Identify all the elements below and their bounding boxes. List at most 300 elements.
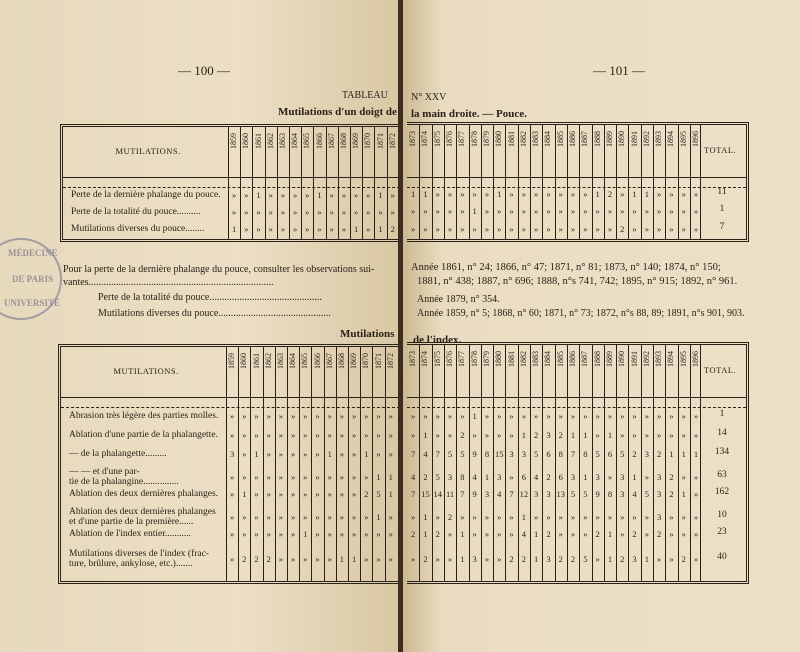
table-cell: » xyxy=(317,224,322,234)
table-cell: » xyxy=(411,224,416,234)
year-label: 1874 xyxy=(420,351,430,367)
table-cell: 7 xyxy=(411,489,416,499)
table-cell: » xyxy=(509,189,514,199)
table1-title-left: TABLEAU xyxy=(342,90,388,101)
table-cell: » xyxy=(447,189,453,199)
table-cell: 3 xyxy=(484,489,490,499)
year-column-rule xyxy=(287,347,288,581)
table-cell: 3 xyxy=(546,430,551,440)
table-cell: 2 xyxy=(546,472,551,482)
table-cell: » xyxy=(278,554,284,564)
year-column-rule xyxy=(324,347,325,581)
table-cell: 2 xyxy=(435,529,440,539)
year-label: 1872 xyxy=(385,353,395,369)
table-cell: » xyxy=(327,554,332,564)
table-cell: 1 xyxy=(378,190,383,200)
table-cell: » xyxy=(388,529,393,539)
table-cell: 3 xyxy=(595,472,600,482)
table-cell: » xyxy=(460,224,465,234)
table-cell: » xyxy=(229,472,235,482)
table1-title-right: N° XXV xyxy=(411,92,447,103)
table-cell: 1 xyxy=(484,472,490,482)
table-cell: 2 xyxy=(607,189,613,199)
year-label: 1894 xyxy=(666,351,676,367)
year-label: 1871 xyxy=(375,133,385,149)
table-cell: » xyxy=(364,411,369,421)
year-label: 1860 xyxy=(239,353,249,369)
header-rule-2 xyxy=(407,187,746,188)
row-total: 40 xyxy=(717,552,727,562)
table-cell: 1 xyxy=(353,224,359,234)
year-label: 1880 xyxy=(494,351,504,367)
year-label: 1891 xyxy=(629,131,639,147)
table-cell: » xyxy=(290,472,296,482)
table-cell: 1 xyxy=(317,190,322,200)
table-cell: » xyxy=(534,224,539,234)
year-label: 1869 xyxy=(351,133,361,149)
table-cell: 1 xyxy=(534,554,539,564)
table-cell: » xyxy=(351,430,357,440)
year-label: 1884 xyxy=(543,351,553,367)
year-label: 1889 xyxy=(604,131,614,147)
year-label: 1882 xyxy=(518,351,528,367)
row-total: 1 xyxy=(719,409,725,419)
table-cell: » xyxy=(242,512,247,522)
table-cell: » xyxy=(303,449,308,459)
table-cell: 1 xyxy=(607,554,613,564)
year-label: 1866 xyxy=(312,353,322,369)
table-cell: » xyxy=(303,430,308,440)
year-label: 1859 xyxy=(229,133,239,149)
table-cell: » xyxy=(595,512,600,522)
table-cell: » xyxy=(583,512,588,522)
table-cell: 1 xyxy=(460,529,465,539)
year-label: 1869 xyxy=(349,353,359,369)
table-cell: » xyxy=(534,512,539,522)
table-cell: 1 xyxy=(644,554,649,564)
row-label: — de la phalangette......... xyxy=(69,449,167,459)
table-cell: » xyxy=(558,224,563,234)
table-cell: » xyxy=(339,512,345,522)
year-label: 1883 xyxy=(531,131,541,147)
table-cell: » xyxy=(681,430,686,440)
table-cell: » xyxy=(305,224,310,234)
year-column-rule xyxy=(641,345,642,581)
table-cell: » xyxy=(693,554,699,564)
table-cell: » xyxy=(278,512,284,522)
table-cell: » xyxy=(484,529,490,539)
year-column-rule xyxy=(542,345,543,581)
table-cell: 5 xyxy=(534,449,539,459)
year-column-rule xyxy=(385,347,386,581)
table-cell: » xyxy=(229,430,235,440)
table-cell: » xyxy=(303,512,308,522)
table-cell: » xyxy=(534,189,539,199)
table-cell: 2 xyxy=(521,554,526,564)
table-cell: » xyxy=(290,430,296,440)
table-cell: » xyxy=(292,224,298,234)
year-label: 1862 xyxy=(265,133,275,149)
table-cell: » xyxy=(546,512,551,522)
table-cell: 2 xyxy=(460,430,465,440)
table-cell: » xyxy=(497,430,502,440)
table-cell: 1 xyxy=(256,190,261,200)
year-label: 1864 xyxy=(288,353,298,369)
table-cell: » xyxy=(570,206,576,216)
table-cell: » xyxy=(472,224,477,234)
row-total: 7 xyxy=(719,222,725,232)
year-label: 1868 xyxy=(338,133,348,149)
year-column-rule xyxy=(592,345,593,581)
year-label: 1883 xyxy=(531,351,541,367)
table-cell: 7 xyxy=(435,449,440,459)
year-label: 1878 xyxy=(469,351,479,367)
table-cell: » xyxy=(292,190,298,200)
table-cell: 5 xyxy=(644,489,649,499)
year-label: 1863 xyxy=(277,133,287,149)
table-cell: » xyxy=(669,554,674,564)
year-label: 1885 xyxy=(555,131,565,147)
row-total: 1 xyxy=(719,204,725,214)
table-cell: 2 xyxy=(364,489,369,499)
table-cell: » xyxy=(497,206,502,216)
header-rule-2 xyxy=(407,407,746,408)
library-stamp: MÉDECINE DE PARIS UNIVERSITÉ xyxy=(0,238,62,320)
table-cell: » xyxy=(268,207,273,217)
year-column-rule xyxy=(275,347,276,581)
table-cell: 2 xyxy=(534,430,539,440)
year-column-rule xyxy=(348,347,349,581)
table-cell: 7 xyxy=(411,449,416,459)
year-label: 1891 xyxy=(629,351,639,367)
table-cell: » xyxy=(242,449,247,459)
row-total: 11 xyxy=(717,187,727,197)
table-cell: » xyxy=(620,430,625,440)
year-label: 1867 xyxy=(324,353,334,369)
table-cell: » xyxy=(327,529,332,539)
year-label: 1861 xyxy=(251,353,261,369)
year-column-rule xyxy=(360,347,361,581)
table-cell: 4 xyxy=(497,489,502,499)
total-label: TOTAL. xyxy=(704,145,737,155)
table-cell: 5 xyxy=(595,449,600,459)
table-cell: » xyxy=(278,430,284,440)
year-label: 1870 xyxy=(363,133,373,149)
table-cell: 2 xyxy=(620,224,625,234)
table-cell: » xyxy=(460,512,465,522)
table-cell: » xyxy=(570,224,576,234)
table-cell: » xyxy=(484,430,490,440)
table-cell: » xyxy=(447,411,453,421)
table-cell: » xyxy=(242,529,247,539)
table-cell: 3 xyxy=(546,554,551,564)
table-cell: 3 xyxy=(620,489,625,499)
year-label: 1864 xyxy=(290,133,300,149)
table-cell: 3 xyxy=(229,449,235,459)
table-cell: 2 xyxy=(242,554,247,564)
year-column-rule xyxy=(505,345,506,581)
table-cell: » xyxy=(351,489,357,499)
table-cell: » xyxy=(644,529,649,539)
ref1-b: 1881, n° 438; 1887, n° 696; 1888, n°s 741, 742; 1895, n° 915; 1892, n° 961. xyxy=(417,276,738,287)
year-label: 1868 xyxy=(336,353,346,369)
table-cell: » xyxy=(681,411,686,421)
table-cell: 2 xyxy=(657,449,662,459)
table-cell: » xyxy=(558,411,563,421)
table-cell: » xyxy=(339,411,345,421)
table-cell: » xyxy=(595,224,600,234)
table-cell: » xyxy=(657,224,662,234)
table-cell: » xyxy=(693,489,699,499)
table-cell: 1 xyxy=(242,489,247,499)
table-cell: » xyxy=(620,189,625,199)
year-label: 1879 xyxy=(481,131,491,147)
year-column-rule xyxy=(336,347,337,581)
year-label: 1867 xyxy=(326,133,336,149)
table-cell: 1 xyxy=(521,512,526,522)
table-cell: » xyxy=(351,449,357,459)
table-cell: » xyxy=(509,430,514,440)
table-cell: 12 xyxy=(519,489,529,499)
table-cell: » xyxy=(693,206,699,216)
table-cell: 1 xyxy=(607,430,613,440)
table-cell: » xyxy=(411,206,416,216)
table-cell: » xyxy=(558,206,563,216)
table-cell: » xyxy=(266,529,271,539)
table-cell: » xyxy=(644,512,649,522)
table-cell: » xyxy=(268,224,273,234)
table-cell: 7 xyxy=(570,449,576,459)
table-cell: » xyxy=(435,411,440,421)
year-label: 1872 xyxy=(387,133,397,149)
table-cell: 2 xyxy=(669,472,674,482)
table-cell: 1 xyxy=(378,224,383,234)
year-label: 1879 xyxy=(481,351,491,367)
row-label: Ablation de l'index entier........... xyxy=(69,529,192,539)
table-cell: » xyxy=(484,554,490,564)
table-cell: 2 xyxy=(570,554,576,564)
table-cell: » xyxy=(657,206,662,216)
ref1-a: Année 1861, n° 24; 1866, n° 47; 1871, n° 81; 1873, n° 140; 1874, n° 150; xyxy=(411,262,721,273)
table-cell: » xyxy=(607,411,613,421)
year-label: 1888 xyxy=(592,351,602,367)
table-cell: » xyxy=(509,512,514,522)
row-label: Perte de la totalité du pouce.......... xyxy=(71,207,201,217)
table-cell: » xyxy=(315,529,320,539)
table-cell: 1 xyxy=(472,411,477,421)
year-column-rule xyxy=(299,347,300,581)
table-cell: » xyxy=(366,224,371,234)
year-label: 1895 xyxy=(678,131,688,147)
table-cell: 2 xyxy=(423,554,428,564)
table-cell: 5 xyxy=(376,489,381,499)
table2-title-left: Mutilations xyxy=(340,328,395,340)
table-cell: » xyxy=(280,224,286,234)
table-cell: 4 xyxy=(411,472,416,482)
table-cell: » xyxy=(303,554,308,564)
year-column-rule xyxy=(444,345,445,581)
year-label: 1876 xyxy=(445,131,455,147)
table-cell: » xyxy=(546,206,551,216)
table-cell: » xyxy=(329,207,334,217)
row-label-cont: tie de la phalangine............... xyxy=(69,477,179,487)
table-cell: 2 xyxy=(620,554,625,564)
table-cell: » xyxy=(632,411,637,421)
table-cell: » xyxy=(447,224,453,234)
table-cell: 8 xyxy=(484,449,490,459)
table-cell: » xyxy=(681,512,686,522)
table-cell: 8 xyxy=(558,449,563,459)
table-cell: 11 xyxy=(445,489,455,499)
table-cell: 1 xyxy=(607,529,613,539)
table-cell: » xyxy=(435,189,440,199)
table-cell: 7 xyxy=(509,489,514,499)
year-label: 1865 xyxy=(300,353,310,369)
table-cell: 1 xyxy=(681,489,686,499)
table-cell: 3 xyxy=(657,472,662,482)
year-label: 1866 xyxy=(314,133,324,149)
table-cell: » xyxy=(583,529,588,539)
table-cell: » xyxy=(669,224,674,234)
year-label: 1861 xyxy=(253,133,263,149)
year-column-rule xyxy=(419,345,420,581)
table-cell: » xyxy=(378,207,383,217)
table-cell: 1 xyxy=(254,449,259,459)
table-cell: 4 xyxy=(632,489,637,499)
year-label: 1884 xyxy=(543,131,553,147)
table-cell: » xyxy=(290,449,296,459)
table-cell: » xyxy=(693,472,699,482)
table-cell: » xyxy=(388,430,393,440)
table-cell: 8 xyxy=(460,472,465,482)
table-cell: » xyxy=(509,472,514,482)
year-column-rule xyxy=(372,347,373,581)
table-cell: 1 xyxy=(497,189,502,199)
table-cell: 2 xyxy=(509,554,514,564)
left-page-number: — 100 — xyxy=(178,63,230,78)
table-cell: » xyxy=(290,554,296,564)
table-cell: » xyxy=(254,489,259,499)
row-total: 134 xyxy=(714,447,730,457)
table-cell: » xyxy=(595,411,600,421)
table-cell: » xyxy=(364,554,369,564)
table-cell: » xyxy=(472,189,477,199)
table-cell: » xyxy=(607,512,613,522)
table-cell: » xyxy=(447,529,453,539)
year-column-rule xyxy=(456,345,457,581)
table-cell: 7 xyxy=(460,489,465,499)
table-cell: » xyxy=(669,529,674,539)
table-cell: » xyxy=(339,489,345,499)
ref2: Année 1879, n° 354. xyxy=(417,294,500,305)
table-cell: » xyxy=(315,472,320,482)
table-cell: » xyxy=(632,512,637,522)
table-cell: 1 xyxy=(669,449,674,459)
table-cell: » xyxy=(497,554,502,564)
table-cell: » xyxy=(254,411,259,421)
year-label: 1888 xyxy=(592,131,602,147)
table-cell: 3 xyxy=(521,449,526,459)
table-cell: » xyxy=(669,512,674,522)
year-label: 1896 xyxy=(691,351,701,367)
year-column-rule xyxy=(690,345,691,581)
table-cell: » xyxy=(521,206,526,216)
table-cell: 1 xyxy=(583,430,588,440)
table-cell: » xyxy=(268,190,273,200)
year-label: 1892 xyxy=(641,351,651,367)
table-cell: 1 xyxy=(693,449,699,459)
table-cell: » xyxy=(303,472,308,482)
table-cell: » xyxy=(435,224,440,234)
table-cell: » xyxy=(669,206,674,216)
table-cell: » xyxy=(583,411,588,421)
table-cell: » xyxy=(411,411,416,421)
table-cell: » xyxy=(280,207,286,217)
table-cell: 5 xyxy=(570,489,576,499)
table-cell: » xyxy=(484,189,490,199)
table-cell: » xyxy=(339,449,345,459)
table1-right xyxy=(407,122,749,242)
table-cell: » xyxy=(423,206,428,216)
table-cell: » xyxy=(315,449,320,459)
table-cell: » xyxy=(351,472,357,482)
table-cell: 2 xyxy=(266,554,271,564)
table-cell: » xyxy=(681,206,686,216)
table-cell: 1 xyxy=(351,554,357,564)
year-label: 1880 xyxy=(494,131,504,147)
total-column-rule xyxy=(700,345,701,581)
table-cell: » xyxy=(364,472,369,482)
table-cell: » xyxy=(509,206,514,216)
table-cell: » xyxy=(570,529,576,539)
table-cell: » xyxy=(657,411,662,421)
table-cell: » xyxy=(292,207,298,217)
table-cell: 1 xyxy=(595,189,600,199)
table-cell: » xyxy=(364,430,369,440)
header-rule-2 xyxy=(61,407,400,408)
table-cell: » xyxy=(229,489,235,499)
note-intro: Pour la perte de la dernière phalange du pouce, consulter les observations sui- xyxy=(63,264,375,275)
table-cell: » xyxy=(570,411,576,421)
table-cell: 6 xyxy=(607,449,613,459)
row-label: Perte de la dernière phalange du pouce. xyxy=(71,190,221,200)
table-cell: » xyxy=(229,529,235,539)
table-cell: 1 xyxy=(364,449,369,459)
table-cell: » xyxy=(693,189,699,199)
table-cell: » xyxy=(693,430,699,440)
year-label: 1882 xyxy=(518,131,528,147)
table-cell: 1 xyxy=(231,224,237,234)
table-cell: » xyxy=(278,489,284,499)
year-label: 1890 xyxy=(617,131,627,147)
table-cell: » xyxy=(376,529,381,539)
table-cell: 3 xyxy=(509,449,514,459)
year-label: 1893 xyxy=(654,351,664,367)
table-cell: 3 xyxy=(644,449,649,459)
table-cell: » xyxy=(693,529,699,539)
table-cell: » xyxy=(390,190,395,200)
table-cell: » xyxy=(327,472,332,482)
table-cell: 1 xyxy=(376,512,381,522)
table-cell: » xyxy=(509,529,514,539)
table-cell: » xyxy=(388,411,393,421)
table-cell: » xyxy=(290,411,296,421)
table-cell: » xyxy=(376,411,381,421)
year-label: 1878 xyxy=(469,131,479,147)
year-column-rule xyxy=(628,345,629,581)
table-cell: » xyxy=(266,512,271,522)
table-cell: » xyxy=(351,512,357,522)
